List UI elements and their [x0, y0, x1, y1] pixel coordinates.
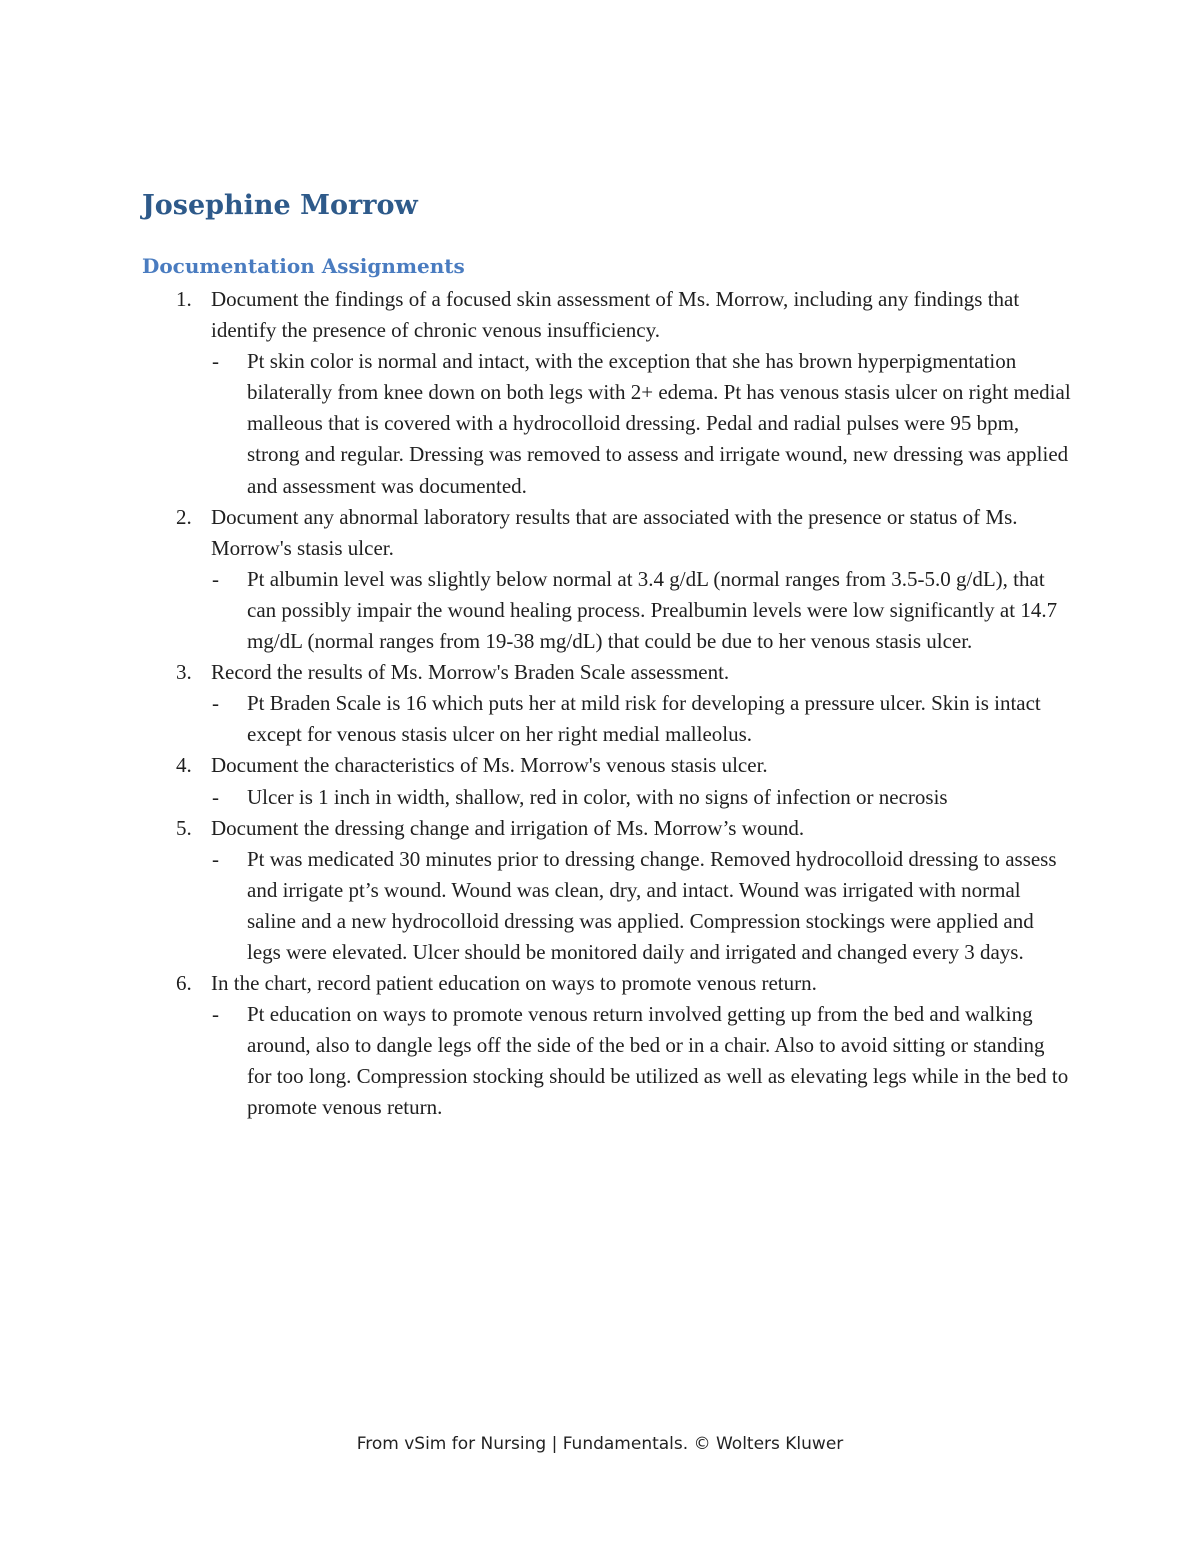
dash-bullet: - — [212, 846, 219, 871]
assignment-item — [142, 813, 1072, 968]
assignment-prompt: In the chart, record patient education on ways to promote venous return. — [211, 971, 817, 996]
assignment-prompt: Record the results of Ms. Morrow's Braden Scale assessment. — [211, 660, 730, 685]
item-number: 1. — [176, 287, 192, 311]
section-heading: Documentation Assignments — [142, 254, 465, 278]
assignment-item — [142, 750, 1072, 812]
answer-text: Ulcer is 1 inch in width, shallow, red in color, with no signs of infection or necrosis — [247, 784, 948, 809]
item-number: 6. — [176, 971, 192, 996]
item-number: 3. — [176, 660, 192, 685]
dash-bullet: - — [212, 691, 219, 716]
dash-bullet: - — [212, 784, 219, 809]
assignment-answer — [211, 844, 1072, 968]
assignment-item — [142, 502, 1072, 657]
assignment-list — [142, 284, 1072, 1124]
assignment-answer — [211, 782, 1072, 813]
answer-text: Pt education on ways to promote venous return involved getting up from the bed and walking around, also to dangle legs off the side of the bed or in a chair. Also to avoid sitting or standing for too long. Compression stocking should be utilized as well as elevating legs while in the bed to promote venous return. — [247, 1002, 1069, 1120]
assignment-answer — [211, 688, 1072, 750]
assignment-prompt: Document any abnormal laboratory results that are associated with the presence or status of Ms. Morrow's stasis ulcer. — [211, 504, 1018, 560]
assignment-item — [142, 657, 1072, 750]
answer-text: Pt was medicated 30 minutes prior to dressing change. Removed hydrocolloid dressing to assess and irrigate pt’s wound. Wound was clean, dry, and intact. Wound was irrigated with normal saline and a new hydrocolloid dressing was applied. Compression stockings were applied and legs were elevated. Ulcer should be monitored daily and irrigated and changed every 3 days. — [247, 846, 1057, 964]
page-footer: From vSim for Nursing | Fundamentals. © Wolters Kluwer — [356, 1434, 844, 1454]
item-number: 4. — [176, 753, 192, 778]
assignment-answer — [211, 564, 1072, 657]
answer-text: Pt Braden Scale is 16 which puts her at mild risk for developing a pressure ulcer. Skin is intact except for venous stasis ulcer on her right medial malleolus. — [247, 691, 1041, 747]
assignment-item — [142, 968, 1072, 1123]
assignment-answer — [211, 346, 1072, 501]
assignment-item — [142, 284, 1072, 502]
assignment-prompt: Document the findings of a focused skin assessment of Ms. Morrow, including any findings that identify the presence of chronic venous insufficiency. — [211, 287, 1020, 343]
item-number: 2. — [176, 504, 192, 529]
dash-bullet: - — [212, 566, 219, 591]
answer-text: Pt albumin level was slightly below normal at 3.4 g/dL (normal ranges from 3.5-5.0 g/dL), that can possibly impair the wound healing process. Prealbumin levels were low significantly at 14.7 mg/dL (normal ranges from 19-38 mg/dL) that could be due to her venous stasis ulcer. — [247, 566, 1058, 654]
dash-bullet: - — [212, 1002, 219, 1027]
assignment-prompt: Document the dressing change and irrigation of Ms. Morrow’s wound. — [211, 815, 805, 840]
item-number: 5. — [176, 815, 192, 840]
assignment-prompt: Document the characteristics of Ms. Morrow's venous stasis ulcer. — [211, 753, 768, 778]
page-title: Josephine Morrow — [142, 190, 418, 221]
answer-text: Pt skin color is normal and intact, with the exception that she has brown hyperpigmentation bilaterally from knee down on both legs with 2+ edema. Pt has venous stasis ulcer on right medial malleous that is covered with a hydrocolloid dressing. Pedal and radial pulses were 95 bpm, strong and regular. Dressing was removed to assess and irrigate wound, new dressing was applied and assessment was documented. — [247, 349, 1071, 498]
assignment-answer — [211, 999, 1072, 1123]
dash-bullet: - — [212, 349, 219, 374]
